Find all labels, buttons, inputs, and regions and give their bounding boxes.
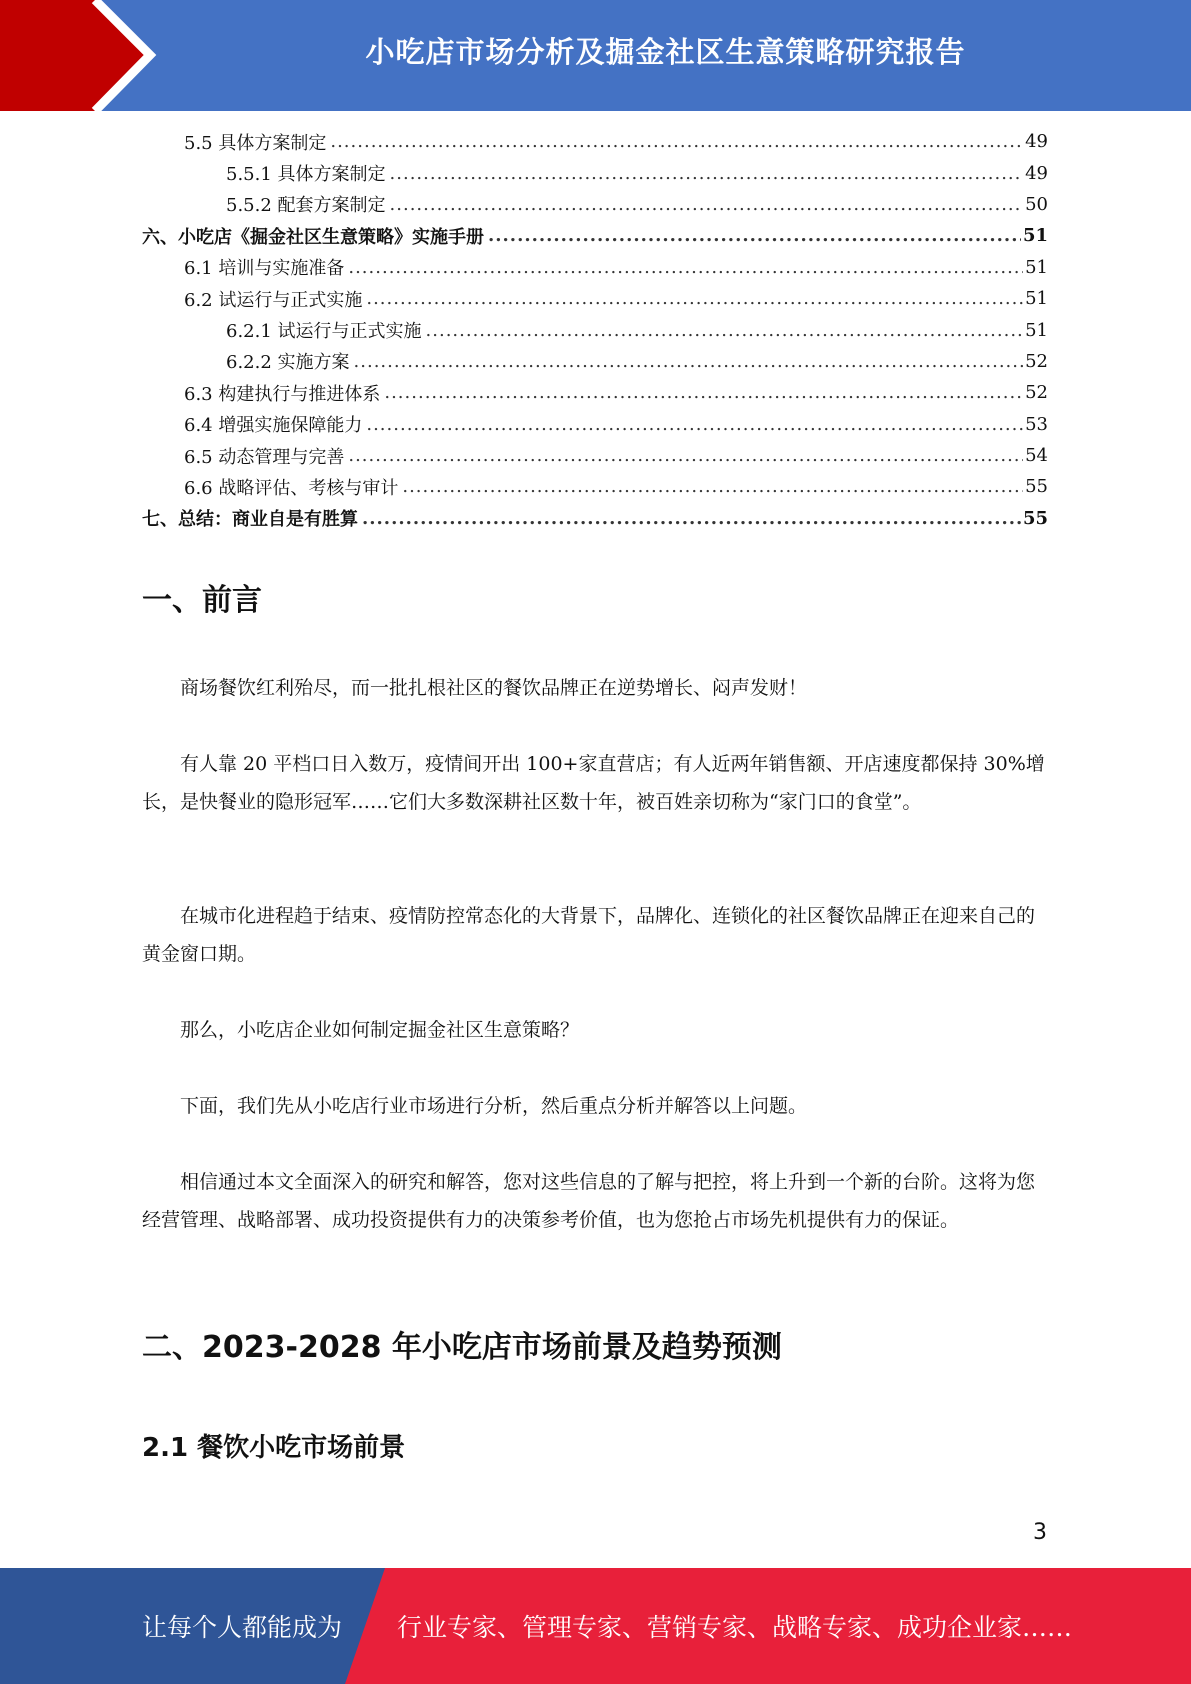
paragraph: 在城市化进程趋于结束、疫情防控常态化的大背景下，品牌化、连锁化的社区餐饮品牌正在迎来自己的黄金窗口期。 bbox=[142, 905, 1036, 965]
toc-page: 53 bbox=[1025, 413, 1048, 435]
toc-page: 51 bbox=[1025, 288, 1048, 310]
header-title: 小吃店市场分析及掘金社区生意策略研究报告 bbox=[365, 34, 966, 69]
toc-label: 6.6 战略评估、考核与审计 bbox=[184, 477, 399, 499]
page-footer bbox=[0, 1568, 1191, 1684]
toc-label: 6.1 培训与实施准备 bbox=[184, 258, 345, 280]
toc-label: 6.2 试运行与正式实施 bbox=[184, 289, 363, 311]
toc-leader bbox=[426, 320, 1024, 341]
section-heading: 一、前言 bbox=[142, 583, 262, 618]
toc-page: 55 bbox=[1025, 476, 1048, 498]
section-heading: 二、2023-2028 年小吃店市场前景及趋势预测 bbox=[142, 1330, 782, 1365]
toc-label: 六、小吃店《掘金社区生意策略》实施手册 bbox=[142, 226, 484, 248]
footer-slogan-left: 让每个人都能成为 bbox=[142, 1613, 343, 1642]
toc-label: 6.5 动态管理与完善 bbox=[184, 446, 345, 468]
toc-page: 52 bbox=[1025, 382, 1048, 404]
toc-leader bbox=[390, 163, 1024, 184]
toc-leader bbox=[330, 131, 1023, 152]
toc-leader bbox=[348, 445, 1023, 466]
toc-entry[interactable] bbox=[142, 409, 1048, 440]
toc-leader bbox=[488, 225, 1021, 246]
toc-leader bbox=[366, 288, 1023, 309]
paragraph: 有人靠 20 平档口日入数万，疫情间开出 100+家直营店；有人近两年销售额、开店速度都保持 30%增长，是快餐业的隐形冠军……它们大多数深耕社区数十年，被百姓亲切称为“家门口的食堂”。 bbox=[142, 753, 1045, 813]
toc-label: 5.5.2 配套方案制定 bbox=[226, 195, 386, 217]
toc-entry[interactable] bbox=[142, 252, 1048, 283]
toc-leader bbox=[348, 257, 1023, 278]
toc-entry[interactable] bbox=[142, 314, 1048, 345]
toc-entry[interactable] bbox=[142, 346, 1048, 377]
paragraph: 那么，小吃店企业如何制定掘金社区生意策略？ bbox=[180, 1019, 580, 1041]
toc-entry[interactable] bbox=[142, 126, 1048, 157]
table-of-contents bbox=[142, 126, 1048, 534]
toc-page: 49 bbox=[1025, 131, 1048, 153]
page-header bbox=[0, 0, 1191, 111]
toc-page: 51 bbox=[1025, 256, 1048, 278]
toc-entry[interactable] bbox=[142, 440, 1048, 471]
toc-label: 6.2.2 实施方案 bbox=[226, 352, 350, 374]
footer-slogan-right: 行业专家、管理专家、营销专家、战略专家、成功企业家…… bbox=[397, 1613, 1073, 1642]
toc-entry[interactable] bbox=[142, 220, 1048, 251]
paragraph: 商场餐饮红利殆尽，而一批扎根社区的餐饮品牌正在逆势增长、闷声发财！ bbox=[180, 677, 808, 699]
toc-label: 七、总结：商业自是有胜算 bbox=[142, 509, 358, 531]
toc-leader bbox=[390, 194, 1024, 215]
toc-page: 51 bbox=[1025, 319, 1048, 341]
toc-leader bbox=[354, 351, 1024, 372]
toc-label: 5.5 具体方案制定 bbox=[184, 132, 327, 154]
toc-label: 6.2.1 试运行与正式实施 bbox=[226, 321, 422, 343]
toc-page: 55 bbox=[1022, 507, 1048, 529]
header-arrow-decoration bbox=[0, 0, 160, 111]
toc-entry[interactable] bbox=[142, 283, 1048, 314]
toc-leader bbox=[384, 382, 1023, 403]
toc-page: 49 bbox=[1025, 162, 1048, 184]
paragraph: 相信通过本文全面深入的研究和解答，您对这些信息的了解与把控，将上升到一个新的台阶。这将为您经营管理、战略部署、成功投资提供有力的决策参考价值，也为您抢占市场先机提供有力的保证。 bbox=[142, 1171, 1036, 1231]
toc-label: 5.5.1 具体方案制定 bbox=[226, 164, 386, 186]
subsection-heading: 2.1 餐饮小吃市场前景 bbox=[142, 1433, 406, 1463]
toc-entry[interactable] bbox=[142, 377, 1048, 408]
toc-entry[interactable] bbox=[142, 157, 1048, 188]
toc-leader bbox=[402, 476, 1023, 497]
toc-leader bbox=[362, 508, 1021, 529]
toc-page: 50 bbox=[1025, 193, 1048, 215]
toc-entry[interactable] bbox=[142, 503, 1048, 534]
toc-label: 6.4 增强实施保障能力 bbox=[184, 415, 363, 437]
toc-entry[interactable] bbox=[142, 471, 1048, 502]
toc-page: 51 bbox=[1022, 225, 1048, 247]
toc-page: 54 bbox=[1025, 445, 1048, 467]
toc-entry[interactable] bbox=[142, 189, 1048, 220]
toc-page: 52 bbox=[1025, 350, 1048, 372]
page-number: 3 bbox=[1033, 1520, 1047, 1545]
paragraph: 下面，我们先从小吃店行业市场进行分析，然后重点分析并解答以上问题。 bbox=[180, 1095, 808, 1117]
toc-label: 6.3 构建执行与推进体系 bbox=[184, 383, 381, 405]
toc-leader bbox=[366, 414, 1023, 435]
